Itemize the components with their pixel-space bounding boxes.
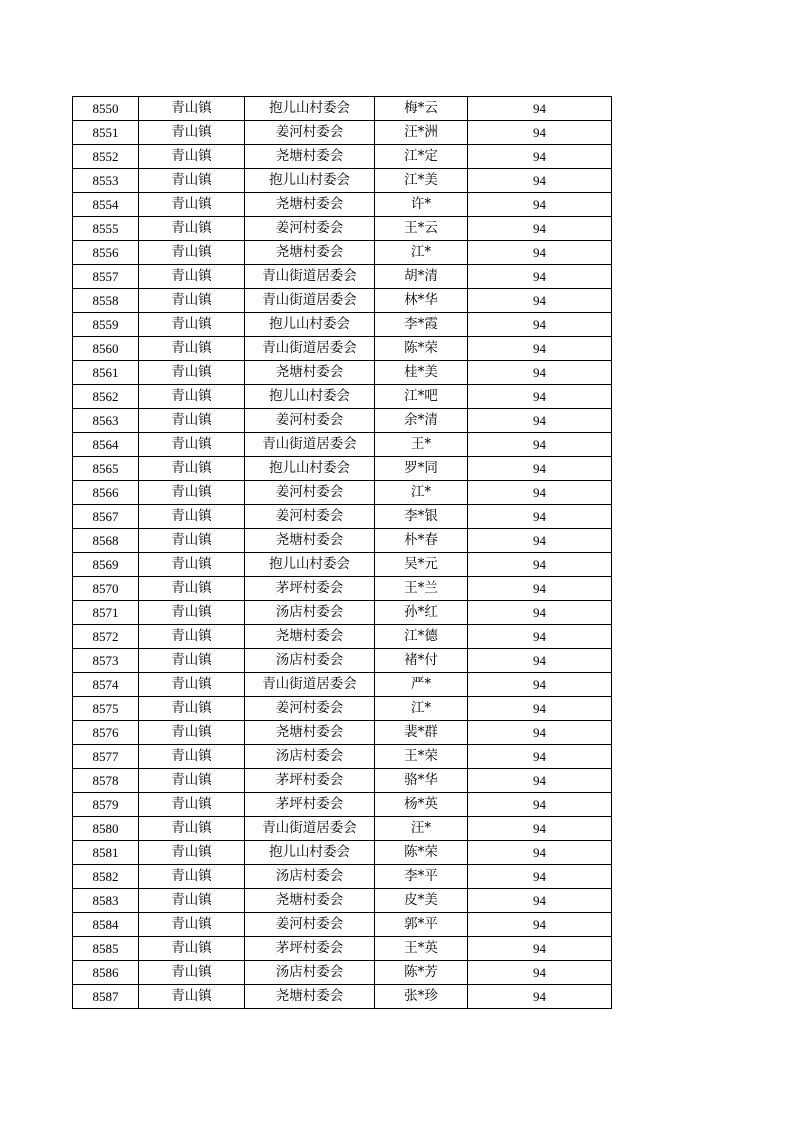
table-row — [73, 913, 612, 937]
id-cell: 8553 — [73, 169, 139, 193]
town-cell: 青山镇 — [139, 337, 245, 361]
name-cell: 汪*洲 — [375, 121, 468, 145]
town-cell: 青山镇 — [139, 97, 245, 121]
town-cell: 青山镇 — [139, 889, 245, 913]
name-cell: 王* — [375, 433, 468, 457]
score-cell: 94 — [468, 793, 612, 817]
town-cell: 青山镇 — [139, 769, 245, 793]
committee-cell: 茅坪村委会 — [245, 577, 375, 601]
score-cell: 94 — [468, 361, 612, 385]
name-cell: 李*平 — [375, 865, 468, 889]
table-row — [73, 841, 612, 865]
committee-cell: 姜河村委会 — [245, 409, 375, 433]
id-cell: 8564 — [73, 433, 139, 457]
town-cell: 青山镇 — [139, 649, 245, 673]
name-cell: 李*银 — [375, 505, 468, 529]
table-row — [73, 169, 612, 193]
table-row — [73, 697, 612, 721]
committee-cell: 汤店村委会 — [245, 961, 375, 985]
town-cell: 青山镇 — [139, 265, 245, 289]
town-cell: 青山镇 — [139, 313, 245, 337]
town-cell: 青山镇 — [139, 553, 245, 577]
table-row — [73, 553, 612, 577]
id-cell: 8560 — [73, 337, 139, 361]
score-cell: 94 — [468, 745, 612, 769]
committee-cell: 姜河村委会 — [245, 121, 375, 145]
score-cell: 94 — [468, 601, 612, 625]
name-cell: 张*珍 — [375, 985, 468, 1009]
table-row — [73, 505, 612, 529]
committee-cell: 姜河村委会 — [245, 481, 375, 505]
score-cell: 94 — [468, 457, 612, 481]
id-cell: 8585 — [73, 937, 139, 961]
id-cell: 8551 — [73, 121, 139, 145]
score-cell: 94 — [468, 577, 612, 601]
score-cell: 94 — [468, 985, 612, 1009]
id-cell: 8563 — [73, 409, 139, 433]
table-row — [73, 961, 612, 985]
score-cell: 94 — [468, 265, 612, 289]
name-cell: 骆*华 — [375, 769, 468, 793]
table-row — [73, 337, 612, 361]
committee-cell: 尧塘村委会 — [245, 193, 375, 217]
name-cell: 胡*清 — [375, 265, 468, 289]
score-cell: 94 — [468, 625, 612, 649]
table-row — [73, 385, 612, 409]
committee-cell: 青山街道居委会 — [245, 433, 375, 457]
table-row — [73, 289, 612, 313]
score-cell: 94 — [468, 385, 612, 409]
committee-cell: 茅坪村委会 — [245, 793, 375, 817]
score-cell: 94 — [468, 817, 612, 841]
id-cell: 8580 — [73, 817, 139, 841]
town-cell: 青山镇 — [139, 433, 245, 457]
id-cell: 8557 — [73, 265, 139, 289]
name-cell: 罗*同 — [375, 457, 468, 481]
table-row — [73, 313, 612, 337]
score-cell: 94 — [468, 121, 612, 145]
score-cell: 94 — [468, 889, 612, 913]
table-row — [73, 265, 612, 289]
committee-cell: 茅坪村委会 — [245, 937, 375, 961]
name-cell: 李*霞 — [375, 313, 468, 337]
name-cell: 王*云 — [375, 217, 468, 241]
committee-cell: 抱儿山村委会 — [245, 385, 375, 409]
id-cell: 8579 — [73, 793, 139, 817]
town-cell: 青山镇 — [139, 121, 245, 145]
town-cell: 青山镇 — [139, 145, 245, 169]
committee-cell: 尧塘村委会 — [245, 529, 375, 553]
town-cell: 青山镇 — [139, 625, 245, 649]
committee-cell: 抱儿山村委会 — [245, 457, 375, 481]
id-cell: 8569 — [73, 553, 139, 577]
score-cell: 94 — [468, 673, 612, 697]
town-cell: 青山镇 — [139, 601, 245, 625]
committee-cell: 尧塘村委会 — [245, 721, 375, 745]
town-cell: 青山镇 — [139, 457, 245, 481]
town-cell: 青山镇 — [139, 721, 245, 745]
committee-cell: 茅坪村委会 — [245, 769, 375, 793]
name-cell: 严* — [375, 673, 468, 697]
town-cell: 青山镇 — [139, 529, 245, 553]
id-cell: 8584 — [73, 913, 139, 937]
committee-cell: 姜河村委会 — [245, 505, 375, 529]
score-cell: 94 — [468, 865, 612, 889]
committee-cell: 尧塘村委会 — [245, 145, 375, 169]
table-row — [73, 601, 612, 625]
committee-cell: 尧塘村委会 — [245, 625, 375, 649]
id-cell: 8582 — [73, 865, 139, 889]
name-cell: 江* — [375, 697, 468, 721]
town-cell: 青山镇 — [139, 745, 245, 769]
table-row — [73, 577, 612, 601]
town-cell: 青山镇 — [139, 481, 245, 505]
name-cell: 陈*荣 — [375, 841, 468, 865]
score-cell: 94 — [468, 961, 612, 985]
table-row — [73, 433, 612, 457]
committee-cell: 尧塘村委会 — [245, 241, 375, 265]
name-cell: 江*美 — [375, 169, 468, 193]
score-cell: 94 — [468, 337, 612, 361]
committee-cell: 抱儿山村委会 — [245, 313, 375, 337]
committee-cell: 姜河村委会 — [245, 217, 375, 241]
id-cell: 8552 — [73, 145, 139, 169]
score-cell: 94 — [468, 937, 612, 961]
name-cell: 江* — [375, 481, 468, 505]
name-cell: 桂*美 — [375, 361, 468, 385]
table-row — [73, 241, 612, 265]
committee-cell: 尧塘村委会 — [245, 985, 375, 1009]
town-cell: 青山镇 — [139, 673, 245, 697]
table-row — [73, 529, 612, 553]
name-cell: 梅*云 — [375, 97, 468, 121]
name-cell: 王*兰 — [375, 577, 468, 601]
id-cell: 8565 — [73, 457, 139, 481]
name-cell: 裴*群 — [375, 721, 468, 745]
table-row — [73, 985, 612, 1009]
score-cell: 94 — [468, 433, 612, 457]
score-cell: 94 — [468, 289, 612, 313]
id-cell: 8576 — [73, 721, 139, 745]
name-cell: 杨*英 — [375, 793, 468, 817]
name-cell: 郭*平 — [375, 913, 468, 937]
score-cell: 94 — [468, 313, 612, 337]
committee-cell: 青山街道居委会 — [245, 817, 375, 841]
name-cell: 孙*红 — [375, 601, 468, 625]
name-cell: 汪* — [375, 817, 468, 841]
table-row — [73, 625, 612, 649]
score-cell: 94 — [468, 241, 612, 265]
id-cell: 8558 — [73, 289, 139, 313]
table-row — [73, 817, 612, 841]
id-cell: 8571 — [73, 601, 139, 625]
score-cell: 94 — [468, 481, 612, 505]
score-cell: 94 — [468, 721, 612, 745]
table-row — [73, 481, 612, 505]
name-cell: 陈*荣 — [375, 337, 468, 361]
town-cell: 青山镇 — [139, 361, 245, 385]
table-row — [73, 217, 612, 241]
id-cell: 8559 — [73, 313, 139, 337]
table-row — [73, 769, 612, 793]
name-cell: 皮*美 — [375, 889, 468, 913]
committee-cell: 汤店村委会 — [245, 745, 375, 769]
name-cell: 江*定 — [375, 145, 468, 169]
name-cell: 陈*芳 — [375, 961, 468, 985]
name-cell: 江* — [375, 241, 468, 265]
id-cell: 8566 — [73, 481, 139, 505]
town-cell: 青山镇 — [139, 217, 245, 241]
committee-cell: 汤店村委会 — [245, 649, 375, 673]
town-cell: 青山镇 — [139, 577, 245, 601]
id-cell: 8587 — [73, 985, 139, 1009]
town-cell: 青山镇 — [139, 289, 245, 313]
town-cell: 青山镇 — [139, 937, 245, 961]
id-cell: 8556 — [73, 241, 139, 265]
committee-cell: 尧塘村委会 — [245, 361, 375, 385]
name-cell: 王*英 — [375, 937, 468, 961]
table-row — [73, 457, 612, 481]
name-cell: 江*德 — [375, 625, 468, 649]
id-cell: 8567 — [73, 505, 139, 529]
name-cell: 余*清 — [375, 409, 468, 433]
table-row — [73, 121, 612, 145]
id-cell: 8574 — [73, 673, 139, 697]
committee-cell: 青山街道居委会 — [245, 265, 375, 289]
score-cell: 94 — [468, 697, 612, 721]
town-cell: 青山镇 — [139, 841, 245, 865]
score-cell: 94 — [468, 217, 612, 241]
table-row — [73, 673, 612, 697]
score-cell: 94 — [468, 913, 612, 937]
table-row — [73, 721, 612, 745]
id-cell: 8583 — [73, 889, 139, 913]
committee-cell: 姜河村委会 — [245, 913, 375, 937]
name-cell: 林*华 — [375, 289, 468, 313]
table-row — [73, 97, 612, 121]
name-cell: 褚*付 — [375, 649, 468, 673]
town-cell: 青山镇 — [139, 985, 245, 1009]
town-cell: 青山镇 — [139, 409, 245, 433]
town-cell: 青山镇 — [139, 697, 245, 721]
table-row — [73, 937, 612, 961]
committee-cell: 抱儿山村委会 — [245, 97, 375, 121]
id-cell: 8561 — [73, 361, 139, 385]
committee-cell: 抱儿山村委会 — [245, 169, 375, 193]
id-cell: 8550 — [73, 97, 139, 121]
name-cell: 朴*春 — [375, 529, 468, 553]
score-cell: 94 — [468, 169, 612, 193]
score-cell: 94 — [468, 505, 612, 529]
data-table — [72, 96, 612, 1009]
committee-cell: 汤店村委会 — [245, 601, 375, 625]
id-cell: 8573 — [73, 649, 139, 673]
town-cell: 青山镇 — [139, 169, 245, 193]
committee-cell: 青山街道居委会 — [245, 337, 375, 361]
score-cell: 94 — [468, 97, 612, 121]
table-row — [73, 865, 612, 889]
id-cell: 8570 — [73, 577, 139, 601]
id-cell: 8555 — [73, 217, 139, 241]
table-row — [73, 409, 612, 433]
score-cell: 94 — [468, 409, 612, 433]
table-row — [73, 145, 612, 169]
table-row — [73, 793, 612, 817]
town-cell: 青山镇 — [139, 193, 245, 217]
town-cell: 青山镇 — [139, 961, 245, 985]
town-cell: 青山镇 — [139, 817, 245, 841]
table-row — [73, 361, 612, 385]
town-cell: 青山镇 — [139, 865, 245, 889]
id-cell: 8581 — [73, 841, 139, 865]
score-cell: 94 — [468, 553, 612, 577]
score-cell: 94 — [468, 529, 612, 553]
committee-cell: 抱儿山村委会 — [245, 553, 375, 577]
committee-cell: 尧塘村委会 — [245, 889, 375, 913]
name-cell: 吴*元 — [375, 553, 468, 577]
name-cell: 江*吧 — [375, 385, 468, 409]
score-cell: 94 — [468, 649, 612, 673]
town-cell: 青山镇 — [139, 793, 245, 817]
score-cell: 94 — [468, 193, 612, 217]
table-row — [73, 745, 612, 769]
id-cell: 8562 — [73, 385, 139, 409]
town-cell: 青山镇 — [139, 505, 245, 529]
name-cell: 许* — [375, 193, 468, 217]
score-cell: 94 — [468, 145, 612, 169]
committee-cell: 汤店村委会 — [245, 865, 375, 889]
committee-cell: 抱儿山村委会 — [245, 841, 375, 865]
score-cell: 94 — [468, 769, 612, 793]
id-cell: 8554 — [73, 193, 139, 217]
id-cell: 8577 — [73, 745, 139, 769]
id-cell: 8578 — [73, 769, 139, 793]
table-row — [73, 889, 612, 913]
id-cell: 8575 — [73, 697, 139, 721]
score-cell: 94 — [468, 841, 612, 865]
committee-cell: 姜河村委会 — [245, 697, 375, 721]
id-cell: 8568 — [73, 529, 139, 553]
table-body — [73, 97, 612, 1009]
committee-cell: 青山街道居委会 — [245, 673, 375, 697]
town-cell: 青山镇 — [139, 241, 245, 265]
id-cell: 8572 — [73, 625, 139, 649]
town-cell: 青山镇 — [139, 913, 245, 937]
committee-cell: 青山街道居委会 — [245, 289, 375, 313]
town-cell: 青山镇 — [139, 385, 245, 409]
table-row — [73, 193, 612, 217]
name-cell: 王*荣 — [375, 745, 468, 769]
id-cell: 8586 — [73, 961, 139, 985]
table-row — [73, 649, 612, 673]
